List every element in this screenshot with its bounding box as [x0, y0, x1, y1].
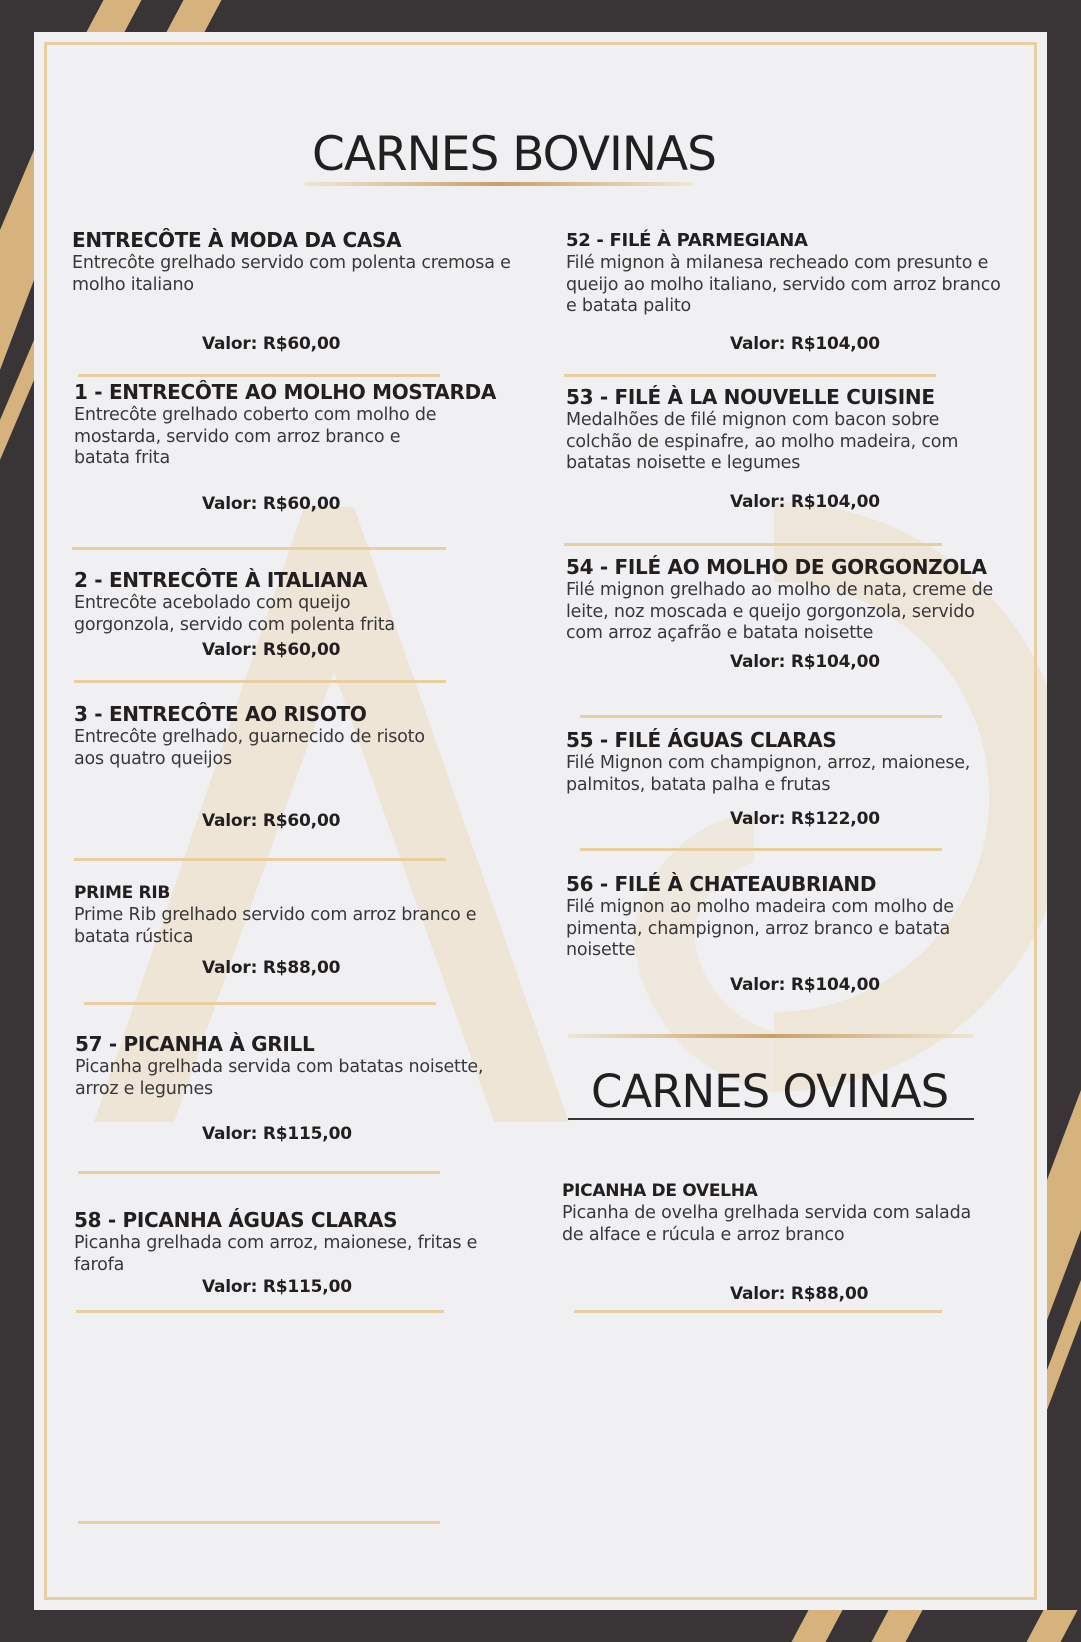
- item-divider: [74, 858, 446, 861]
- menu-item: [74, 380, 497, 470]
- item-description: Filé mignon à milanesa recheado com presunto e queijo ao molho italiano, servido com arroz branco e batata palito: [566, 253, 1001, 316]
- item-title: 2 - ENTRECÔTE À ITALIANA: [74, 568, 368, 592]
- item-price: Valor: R$104,00: [730, 975, 880, 995]
- item-divider: [76, 1310, 444, 1313]
- menu-item: [72, 228, 517, 296]
- item-price: Valor: R$115,00: [202, 1277, 352, 1297]
- title-overline: [568, 1034, 974, 1038]
- item-price: Valor: R$122,00: [730, 809, 880, 829]
- item-title: 55 - FILÉ ÁGUAS CLARAS: [566, 728, 837, 752]
- item-description: Entrecôte grelhado coberto com molho de mostarda, servido com arroz branco e batata frita: [74, 405, 437, 468]
- item-divider: [84, 1002, 436, 1005]
- title-underline: [568, 1118, 974, 1120]
- menu-item: [74, 1208, 484, 1276]
- item-description: Filé Mignon com champignon, arroz, maionese, palmitos, batata palha e frutas: [566, 753, 971, 795]
- item-description: Prime Rib grelhado servido com arroz branco e batata rústica: [74, 905, 477, 947]
- item-title: 57 - PICANHA À GRILL: [75, 1032, 315, 1056]
- menu-item: [566, 728, 996, 796]
- item-price: Valor: R$104,00: [730, 652, 880, 672]
- menu-item: [562, 1180, 997, 1246]
- item-title: 54 - FILÉ AO MOLHO DE GORGONZOLA: [566, 555, 987, 579]
- item-divider: [564, 543, 942, 546]
- item-title: PRIME RIB: [74, 883, 170, 903]
- menu-item: [74, 568, 419, 636]
- item-title: 1 - ENTRECÔTE AO MOLHO MOSTARDA: [74, 380, 497, 404]
- item-price: Valor: R$104,00: [730, 334, 880, 354]
- item-divider: [78, 1171, 440, 1174]
- item-description: Picanha de ovelha grelhada servida com salada de alface e rúcula e arroz branco: [562, 1203, 972, 1245]
- item-description: Entrecôte acebolado com queijo gorgonzola, servido com polenta frita: [74, 593, 395, 635]
- item-description: Medalhões de filé mignon com bacon sobre colchão de espinafre, ao molho madeira, com batatas noisette e legumes: [566, 410, 959, 473]
- item-description: Picanha grelhada com arroz, maionese, fritas e farofa: [74, 1233, 478, 1275]
- left-side-stripe: [0, 0, 34, 1642]
- item-divider: [74, 680, 446, 683]
- decorative-stripe: [86, 0, 141, 32]
- item-description: Filé mignon grelhado ao molho de nata, creme de leite, noz moscada e queijo gorgonzola, servido com arroz açafrão e batata noisette: [566, 580, 994, 643]
- menu-item: [74, 702, 444, 770]
- item-divider: [78, 374, 440, 377]
- item-title: 58 - PICANHA ÁGUAS CLARAS: [74, 1208, 398, 1232]
- item-description: Picanha grelhada servida com batatas noisette, arroz e legumes: [75, 1057, 484, 1099]
- title-underline: [305, 182, 693, 186]
- item-divider: [72, 547, 446, 550]
- decorative-stripe: [871, 1610, 922, 1642]
- decorative-stripe: [166, 0, 221, 32]
- menu-item: [566, 230, 1006, 318]
- item-title: PICANHA DE OVELHA: [562, 1181, 758, 1201]
- menu-item: [566, 385, 986, 475]
- section-title-bovinas: CARNES BOVINAS: [312, 127, 716, 182]
- item-price: Valor: R$60,00: [202, 334, 341, 354]
- menu-item: [566, 872, 976, 962]
- item-divider: [564, 374, 936, 377]
- item-price: Valor: R$88,00: [202, 958, 341, 978]
- menu-item: [75, 1032, 505, 1100]
- item-price: Valor: R$60,00: [202, 494, 341, 514]
- item-divider: [574, 1310, 942, 1313]
- item-title: 3 - ENTRECÔTE AO RISOTO: [74, 702, 367, 726]
- item-title: ENTRECÔTE À MODA DA CASA: [72, 228, 402, 252]
- menu-page: [34, 32, 1047, 1610]
- item-title: 53 - FILÉ À LA NOUVELLE CUISINE: [566, 385, 935, 409]
- item-price: Valor: R$104,00: [730, 492, 880, 512]
- item-divider: [78, 1521, 440, 1524]
- item-title: 56 - FILÉ À CHATEAUBRIAND: [566, 872, 877, 896]
- item-description: Entrecôte grelhado, guarnecido de risoto aos quatro queijos: [74, 727, 425, 769]
- menu-item: [74, 882, 484, 948]
- item-price: Valor: R$60,00: [202, 640, 341, 660]
- right-side-stripe: [1047, 0, 1081, 1642]
- item-price: Valor: R$115,00: [202, 1124, 352, 1144]
- decorative-stripe: [791, 1610, 842, 1642]
- item-description: Filé mignon ao molho madeira com molho de pimenta, champignon, arroz branco e batata noisette: [566, 897, 954, 960]
- item-price: Valor: R$60,00: [202, 811, 341, 831]
- menu-item: [566, 555, 996, 645]
- item-description: Entrecôte grelhado servido com polenta cremosa e molho italiano: [72, 253, 511, 295]
- item-divider: [580, 848, 942, 851]
- item-price: Valor: R$88,00: [730, 1284, 869, 1304]
- section-title-ovinas: CARNES OVINAS: [591, 1065, 949, 1118]
- item-divider: [580, 715, 942, 718]
- item-title: 52 - FILÉ À PARMEGIANA: [566, 230, 808, 251]
